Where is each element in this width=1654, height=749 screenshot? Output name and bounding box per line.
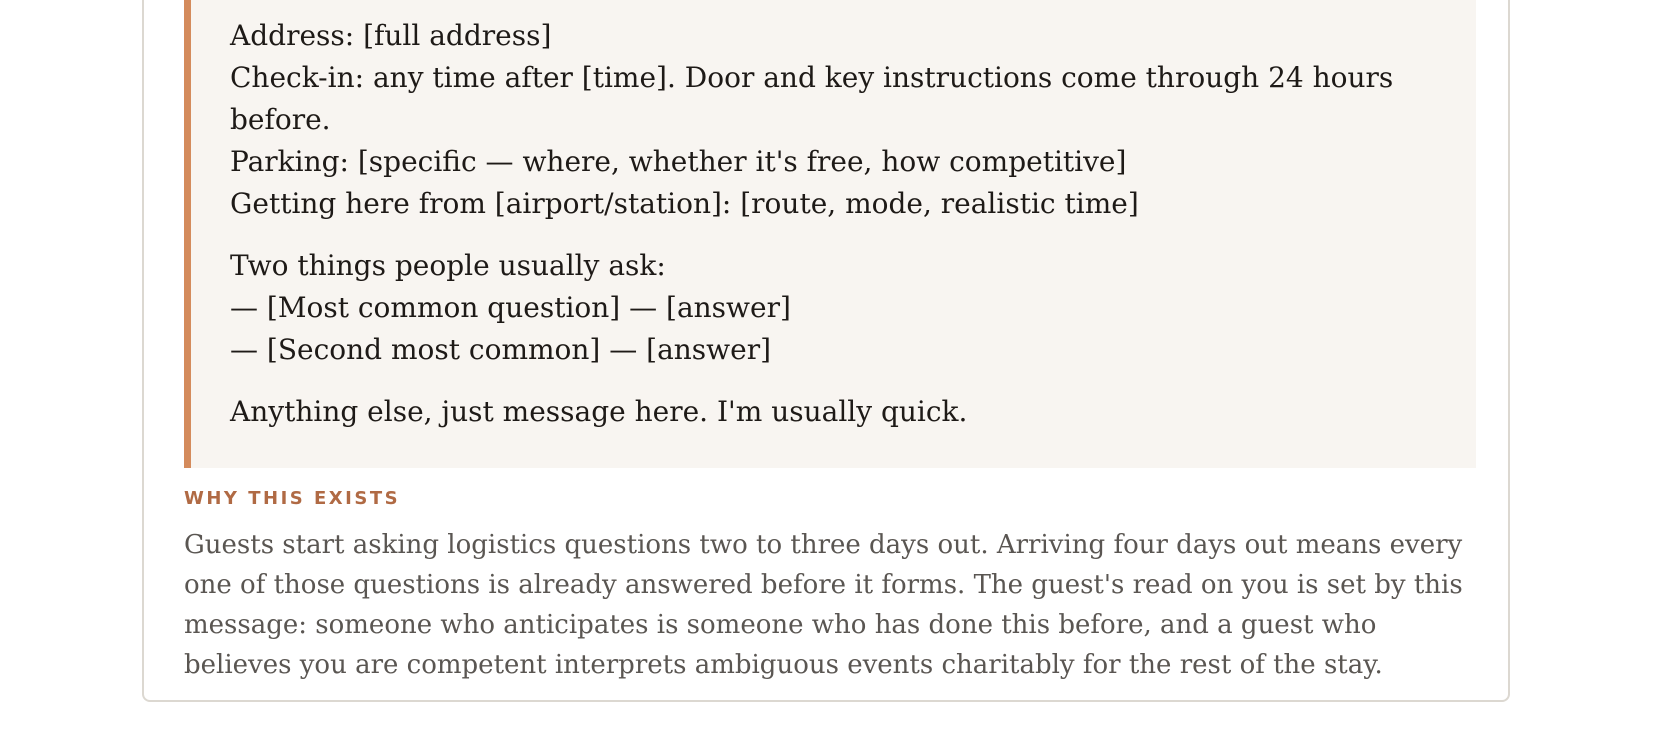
faq-item: — [Second most common] — [answer]: [230, 333, 772, 366]
parking-line: Parking: [specific — where, whether it's free, how competitive]: [230, 145, 1127, 178]
template-card: [142, 0, 1510, 702]
check-in-line: Check-in: any time after [time]. Door and key instructions come through 24 hours before.: [230, 61, 1394, 136]
message-template-block: [184, 0, 1476, 468]
directions-line: Getting here from [airport/station]: [route, mode, realistic time]: [230, 187, 1139, 220]
address-line: Address: [full address]: [230, 19, 552, 52]
message-paragraph: [230, 391, 1476, 433]
faq-item: — [Most common question] — [answer]: [230, 291, 791, 324]
faq-intro-line: Two things people usually ask:: [230, 249, 666, 282]
message-paragraph: [230, 15, 1476, 225]
why-section-label: WHY THIS EXISTS: [184, 488, 401, 509]
message-paragraph: [230, 245, 1476, 371]
closing-line: Anything else, just message here. I'm usually quick.: [230, 395, 968, 428]
why-explanation-text: Guests start asking logistics questions two to three days out. Arriving four days out means every one of those questions is already answered before it forms. The guest's read on you is set by this message: someone who anticipates is someone who has done this before, and a guest who believes you are competent interprets ambiguous events charitably for the rest of the stay.: [184, 530, 1463, 680]
